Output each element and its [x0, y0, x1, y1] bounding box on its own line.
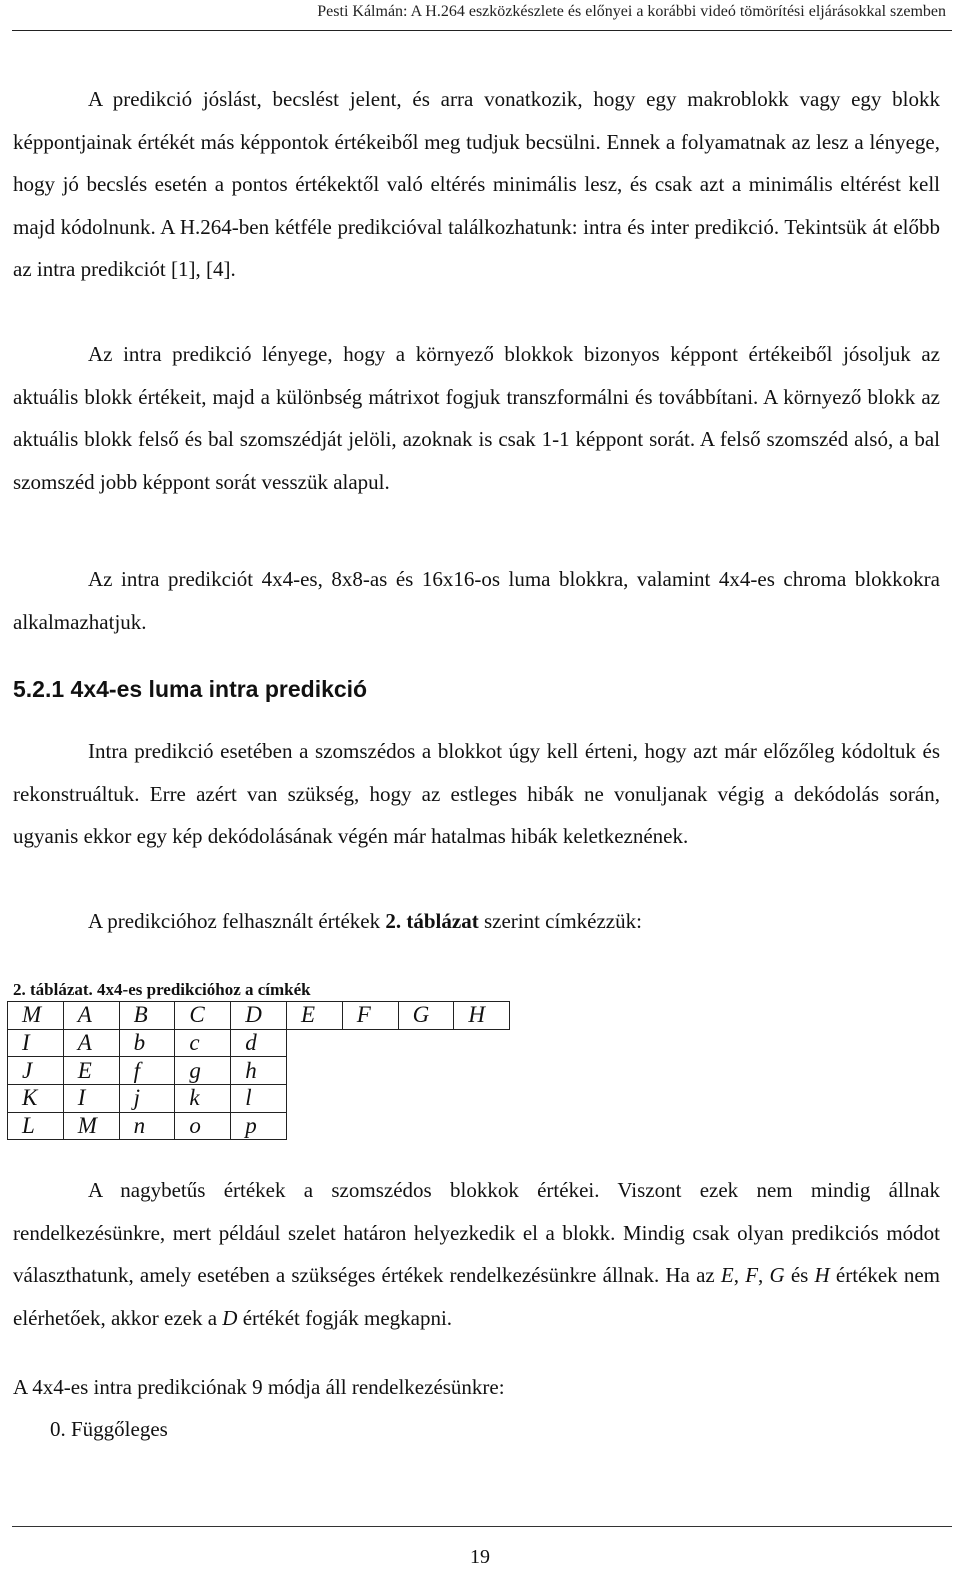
table-cell-empty [342, 1029, 398, 1057]
table-cell: F [342, 1002, 398, 1030]
table-row [8, 1029, 510, 1057]
table-cell: E [63, 1057, 119, 1085]
table-cell: o [175, 1112, 231, 1140]
table-cell-empty [342, 1057, 398, 1085]
table-cell: C [175, 1002, 231, 1030]
paragraph-labels-intro [13, 900, 940, 943]
table-reference: 2. táblázat [385, 909, 479, 933]
paragraph-neighbor-blocks: Intra predikció esetében a szomszédos a blokkot úgy kell érteni, hogy azt már előzőleg kódoltuk és rekonstruáltuk. Erre azért van szükség, hogy az estleges hibák ne vonuljanak végig a dekódolás során, ugyanis ekkor egy kép dekódolásának végén már hatalmas hibák keletkeznének. [13, 739, 940, 848]
table-cell-empty [286, 1112, 342, 1140]
paragraph-modes-intro: A 4x4-es intra predikciónak 9 módja áll rendelkezésünkre: [13, 1375, 505, 1399]
table-cell: J [8, 1057, 64, 1085]
label-e: E [720, 1263, 734, 1287]
table-cell-empty [398, 1057, 454, 1085]
label-h: H [814, 1263, 830, 1287]
labels-intro-text: A predikcióhoz felhasznált értékek [88, 909, 386, 933]
table-cell-empty [286, 1029, 342, 1057]
table-cell: k [175, 1085, 231, 1113]
table-cell: g [175, 1057, 231, 1085]
table-caption: 2. táblázat. 4x4-es predikcióhoz a címkék [13, 980, 311, 999]
label-f: F [745, 1263, 759, 1287]
comma-2: , [758, 1263, 770, 1287]
table-cell: d [231, 1029, 287, 1057]
table-cell-empty [398, 1029, 454, 1057]
table-cell-empty [454, 1085, 510, 1113]
table-cell: p [231, 1112, 287, 1140]
table-cell: l [231, 1085, 287, 1113]
table-cell: b [119, 1029, 175, 1057]
table-row [8, 1002, 510, 1030]
table-row [8, 1085, 510, 1113]
table-cell-empty [342, 1085, 398, 1113]
table-cell: n [119, 1112, 175, 1140]
table-cell: M [63, 1112, 119, 1140]
table-cell: B [119, 1002, 175, 1030]
table-cell: E [286, 1002, 342, 1030]
paragraph-intra-essence: Az intra predikció lényege, hogy a környező blokkok bizonyos képpont értékeiből jósoljuk az aktuális blokk értékeit, majd a különbség mátrixot fogjuk transzformálni és továbbítani. A környező blokk az aktuális blokk felső és bal szomszédját jelöli, azoknak is csak 1-1 képpont sorát. A felső szomszéd alsó, a bal szomszéd jobb képpont sorát vesszük alapul. [13, 342, 940, 494]
table-cell: I [63, 1085, 119, 1113]
table-cell-empty [342, 1112, 398, 1140]
table-cell: M [8, 1002, 64, 1030]
table-cell: j [119, 1085, 175, 1113]
uppercase-values-text: A nagybetűs értékek a szomszédos blokkok értékei. Viszont ezek nem mindig állnak rendelkezésünkre, mert például szelet határon helyezkedik el a blokk. Mindig csak olyan predikciós módot választhatunk, amely esetében a szükséges értékek rendelkezésünkre állnak. Ha az [13, 1178, 940, 1287]
table-cell: I [8, 1029, 64, 1057]
table-cell: D [231, 1002, 287, 1030]
uppercase-values-text-2: értékek nem elérhetőek, akkor ezek a [13, 1263, 941, 1330]
label-d: D [222, 1305, 238, 1330]
label-table [7, 1001, 510, 1140]
table-cell-empty [398, 1085, 454, 1113]
table-cell: H [454, 1002, 510, 1030]
table-cell-empty [454, 1057, 510, 1085]
labels-intro-text-end: szerint címkézzük: [478, 909, 642, 933]
table-row [8, 1112, 510, 1140]
table-cell: h [231, 1057, 287, 1085]
table-cell: A [63, 1029, 119, 1057]
list-item-mode-0: 0. Függőleges [50, 1417, 168, 1441]
table-cell-empty [286, 1057, 342, 1085]
table-cell: K [8, 1085, 64, 1113]
label-g: G [769, 1263, 785, 1287]
paragraph-intra-blocks: Az intra predikciót 4x4-es, 8x8-as és 16x16-os luma blokkra, valamint 4x4-es chroma blokkokra alkalmazhatjuk. [13, 567, 940, 634]
table-row [8, 1057, 510, 1085]
table-cell: L [8, 1112, 64, 1140]
table-cell-empty [398, 1112, 454, 1140]
running-header: Pesti Kálmán: A H.264 eszközkészlete és előnyei a korábbi videó tömörítési eljárásokkal szemben [317, 3, 946, 20]
footer-divider [12, 1526, 952, 1527]
table-cell-empty [454, 1029, 510, 1057]
conjunction: és [784, 1263, 815, 1287]
section-heading: 5.2.1 4x4-es luma intra predikció [13, 676, 368, 702]
header-divider [12, 30, 952, 31]
paragraph-uppercase-values [13, 1169, 940, 1339]
table-cell: G [398, 1002, 454, 1030]
table-cell-empty [286, 1085, 342, 1113]
uppercase-values-text-3: értékét fogják megkapni. [237, 1305, 453, 1330]
table-cell: A [63, 1002, 119, 1030]
page-number: 19 [470, 1546, 490, 1568]
table-cell: f [119, 1057, 175, 1085]
paragraph-prediction-intro: A predikció jóslást, becslést jelent, és arra vonatkozik, hogy egy makroblokk vagy egy blokk képpontjainak értékét más képpontok értékeiből meg tudjuk becsülni. Ennek a folyamatnak az lesz a lényege, hogy jó becslés esetén a pontos értékektől való eltérés minimális lesz, és csak azt a minimális eltérést kell majd kódolnunk. A H.264-ben kétféle predikcióval találkozhatunk: intra és inter predikció. Tekintsük át előbb az intra predikciót [1], [4]. [13, 87, 940, 281]
table-cell: c [175, 1029, 231, 1057]
comma-1: , [733, 1263, 746, 1287]
table-cell-empty [454, 1112, 510, 1140]
